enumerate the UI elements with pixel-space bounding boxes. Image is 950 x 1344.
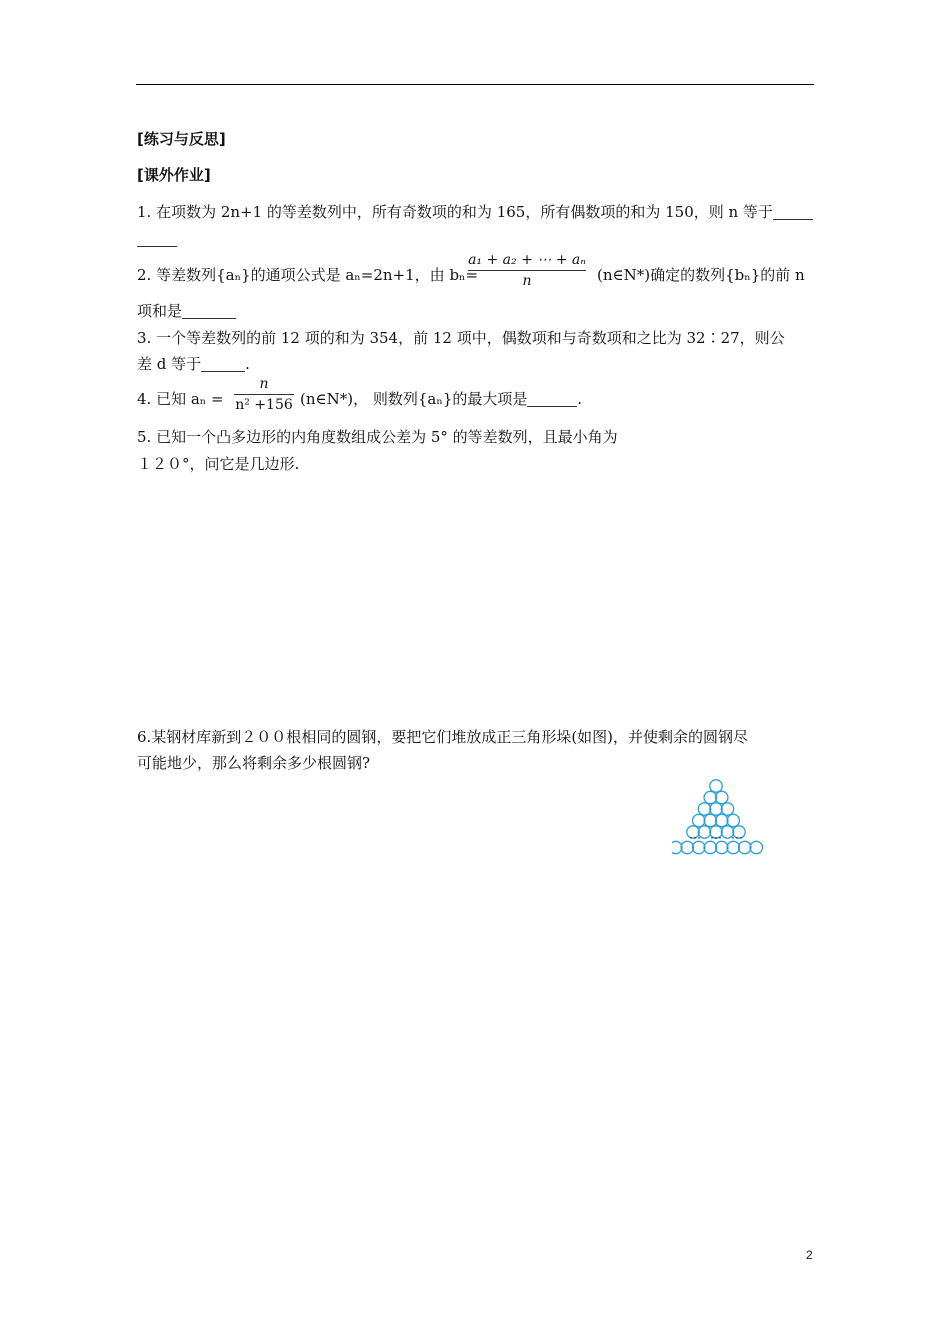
steel-bar-circle xyxy=(710,803,722,815)
question-6-line1: 6.某钢材库新到２００根相同的圆钢，要把它们堆放成正三角形垛(如图)，并使剩余的圆钢尽 xyxy=(137,728,749,746)
question-2-suffix: (n∈N*)确定的数列{bₙ}的前 n xyxy=(597,266,805,284)
question-5-line2: １２０°，问它是几边形. xyxy=(137,455,300,473)
fraction-numerator: n xyxy=(259,376,269,392)
question-1-text: 1. 在项数为 2n+1 的等差数列中，所有奇数项的和为 165，所有偶数项的和为 150，则 n 等于 xyxy=(137,203,773,221)
header-rule xyxy=(136,84,814,85)
question-4-suffix: (n∈N*)， 则数列{aₙ}的最大项是 . xyxy=(300,390,583,408)
question-3-line2: 差 d 等于 . xyxy=(137,355,250,373)
answer-blank xyxy=(201,357,245,372)
question-5-line1: 5. 已知一个凸多边形的内角度数组成公差为 5° 的等差数列，且最小角为 xyxy=(137,428,618,446)
question-3-line1: 3. 一个等差数列的前 12 项的和为 354，前 12 项中，偶数项和与奇数项和之比为 32∶27，则公 xyxy=(137,329,785,347)
steel-bar-circle xyxy=(727,814,739,826)
steel-bar-circle xyxy=(693,814,705,826)
fraction-bar xyxy=(234,394,294,395)
fraction-numerator: a₁ + a₂ + ⋯ + aₙ xyxy=(468,252,586,268)
ellipsis-mark: ⋯ xyxy=(710,830,722,845)
steel-bar-circle xyxy=(716,814,728,826)
section-reflection-heading: [练习与反思] xyxy=(137,130,226,148)
steel-bar-circle xyxy=(681,841,693,853)
steel-bar-circle xyxy=(698,803,710,815)
steel-bar-circle xyxy=(716,791,728,803)
answer-blank xyxy=(137,232,177,247)
ellipsis-mark: ⋯ xyxy=(689,830,701,845)
fraction-denominator: n² +156 xyxy=(235,397,293,413)
ellipsis-mark: ⋯ xyxy=(731,830,743,845)
question-2-line2-text: 项和是 xyxy=(137,302,183,320)
question-2-line2 xyxy=(137,301,236,321)
steel-bar-circle xyxy=(750,841,762,853)
question-3-line2-text: 差 d 等于 xyxy=(137,355,202,373)
fraction-denominator: n xyxy=(522,273,532,289)
steel-bar-circle xyxy=(704,791,716,803)
answer-blank xyxy=(182,304,236,319)
question-2-fraction xyxy=(468,252,586,289)
question-4-suffix-text: (n∈N*)， 则数列{aₙ}的最大项是 xyxy=(300,390,528,408)
answer-blank xyxy=(527,392,577,407)
question-4-fraction xyxy=(234,376,294,413)
steel-bar-circle xyxy=(710,780,722,792)
section-homework-heading: [课外作业] xyxy=(137,166,211,184)
steel-bar-circle xyxy=(704,814,716,826)
fraction-bar xyxy=(468,270,586,271)
question-1 xyxy=(137,202,813,222)
question-1-continuation xyxy=(137,229,177,249)
question-2-prefix: 2. 等差数列{aₙ}的通项公式是 aₙ=2n+1，由 bₙ= xyxy=(137,266,479,284)
steel-bar-circle xyxy=(739,841,751,853)
question-4-prefix: 4. 已知 aₙ = xyxy=(137,390,224,408)
question-6-line2: 可能地少，那么将剩余多少根圆钢? xyxy=(137,754,371,772)
steel-bar-circle xyxy=(721,803,733,815)
page-number: 2 xyxy=(806,1248,813,1262)
answer-blank xyxy=(773,205,813,220)
circle-stack-figure xyxy=(672,778,764,864)
